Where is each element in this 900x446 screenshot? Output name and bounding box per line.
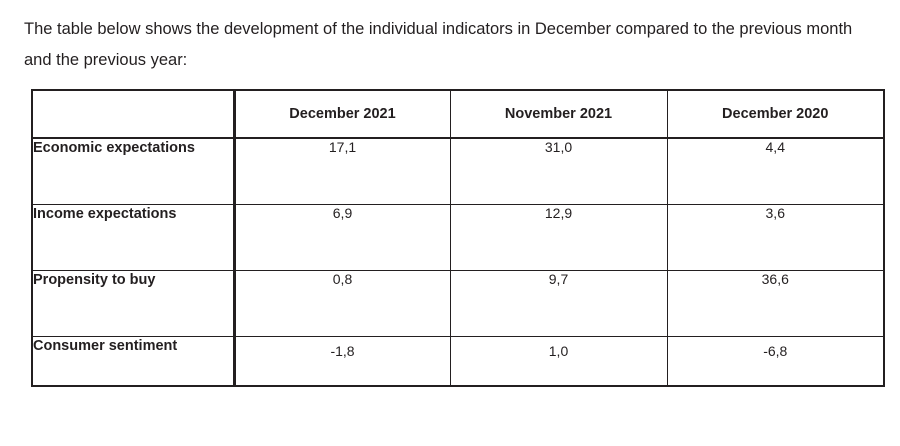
indicators-table <box>31 89 885 387</box>
cell-economic-expectations-december-2021: 17,1 <box>234 138 450 204</box>
cell-income-expectations-december-2020: 3,6 <box>667 204 884 270</box>
row-label-economic-expectations: Economic expectations <box>32 138 234 204</box>
table-body <box>32 138 884 386</box>
cell-propensity-to-buy-december-2020: 36,6 <box>667 270 884 336</box>
row-label-propensity-to-buy: Propensity to buy <box>32 270 234 336</box>
intro-paragraph: The table below shows the development of the individual indicators in December compared to the previous month and the previous year: <box>24 20 853 69</box>
table-header-row <box>32 90 884 138</box>
column-header-november-2021: November 2021 <box>450 90 667 138</box>
cell-propensity-to-buy-november-2021: 9,7 <box>450 270 667 336</box>
cell-economic-expectations-december-2020: 4,4 <box>667 138 884 204</box>
cell-economic-expectations-november-2021: 31,0 <box>450 138 667 204</box>
cell-income-expectations-november-2021: 12,9 <box>450 204 667 270</box>
row-label-income-expectations: Income expectations <box>32 204 234 270</box>
table-row <box>32 336 884 386</box>
cell-consumer-sentiment-december-2020: -6,8 <box>667 336 884 386</box>
row-label-consumer-sentiment: Consumer sentiment <box>32 336 234 386</box>
cell-propensity-to-buy-december-2021: 0,8 <box>234 270 450 336</box>
table-row <box>32 270 884 336</box>
table-row <box>32 204 884 270</box>
column-header-december-2020: December 2020 <box>667 90 884 138</box>
cell-consumer-sentiment-november-2021: 1,0 <box>450 336 667 386</box>
table-row <box>32 138 884 204</box>
cell-income-expectations-december-2021: 6,9 <box>234 204 450 270</box>
column-header-label <box>32 90 234 138</box>
table-header <box>32 90 884 138</box>
cell-consumer-sentiment-december-2021: -1,8 <box>234 336 450 386</box>
column-header-december-2021: December 2021 <box>234 90 450 138</box>
